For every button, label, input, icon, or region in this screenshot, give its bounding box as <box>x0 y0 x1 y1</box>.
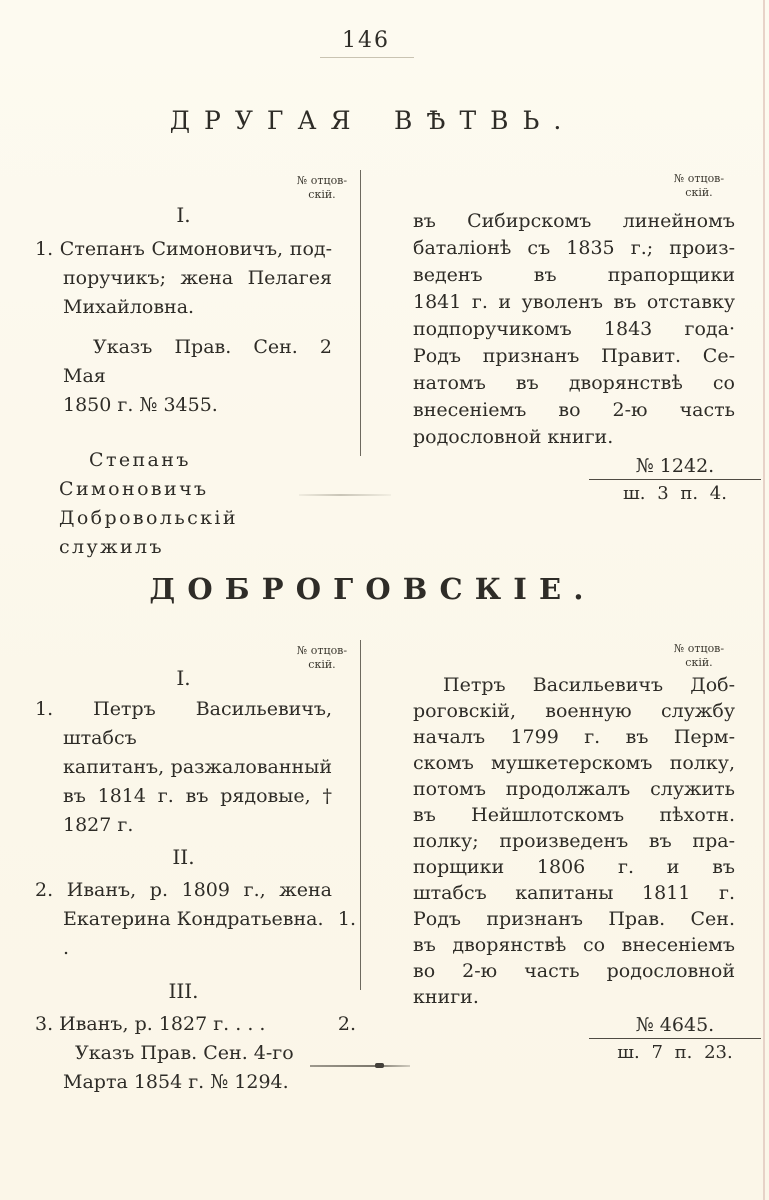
father-number-column-header <box>286 644 358 673</box>
case-shelf-reference: ш. 3 п. 4. <box>623 483 727 504</box>
section2-left-column <box>35 640 361 1093</box>
page-number-rule <box>320 57 414 58</box>
branch-heading: ДРУГАЯ ВѢТВЬ. <box>169 106 576 135</box>
entry-line: капитанъ, разжалованный <box>63 756 332 778</box>
section1-right-column <box>413 170 735 504</box>
entry-line: Степанъ Симоновичъ <box>59 449 209 500</box>
page-edge-line <box>763 0 765 1200</box>
text-line: штабсъ капитаны 1811 г. <box>413 882 735 904</box>
person-entry <box>35 235 332 322</box>
section-divider <box>299 494 391 496</box>
decree-note <box>35 333 332 420</box>
father-number-header-line2: скій. <box>308 188 336 202</box>
entry-line: 1. Степанъ Симоновичъ, под- <box>35 238 332 260</box>
father-number: 1. <box>337 908 356 930</box>
text-line: подпоручикомъ 1843 года· <box>413 318 735 340</box>
text-line: роговскій, военную службу <box>413 700 735 722</box>
generation-numeral: II. <box>172 845 195 869</box>
generation-numeral: III. <box>168 979 199 1003</box>
text-line: полку; произведенъ въ пра- <box>413 830 735 852</box>
biography-text <box>413 170 735 451</box>
father-number-header-line1: № отцов- <box>673 642 725 655</box>
father-number-column-header <box>663 642 735 671</box>
father-number-header-line2: скій. <box>685 186 713 200</box>
end-divider-dot <box>375 1063 384 1068</box>
father-number-column-header <box>286 174 358 203</box>
text-line: баталіонѣ съ 1835 г.; произ- <box>413 237 735 259</box>
father-number-header-line1: № отцов- <box>296 174 348 187</box>
text-line: натомъ въ дворянствѣ со <box>413 372 735 394</box>
text-line: книги. <box>413 986 479 1008</box>
text-line: родословной книги. <box>413 426 614 448</box>
text-line: Петръ Васильевичъ Доб- <box>443 674 735 696</box>
text-line: во 2-ю часть родословной <box>413 960 735 982</box>
case-reference-block <box>589 455 761 504</box>
father-number-header-line2: скій. <box>308 658 336 672</box>
case-shelf-reference: ш. 7 п. 23. <box>617 1042 733 1063</box>
entry-line: Екатерина Кондратьевна. . <box>63 908 324 959</box>
entry-line: 2. Иванъ, р. 1809 г., жена <box>35 879 332 901</box>
section-dobrogovskie <box>0 640 769 1093</box>
father-number-column-header <box>663 172 735 201</box>
entry-line: 3. Иванъ, р. 1827 г. . . . <box>35 1013 266 1035</box>
section1-left-column <box>35 170 361 558</box>
section2-right-column <box>413 640 735 1063</box>
text-line: скомъ мушкетерскомъ полку, <box>413 752 735 774</box>
person-entry <box>35 1010 356 1097</box>
biography-text <box>413 640 735 1010</box>
entry-line: поручикъ; жена Пелагея <box>63 267 332 289</box>
generation-numeral: I. <box>176 203 191 227</box>
text-line: внесеніемъ во 2-ю часть <box>413 399 735 421</box>
generation-numeral: I. <box>176 666 191 690</box>
text-line: потомъ продолжалъ служить <box>413 778 735 800</box>
end-divider <box>310 1065 410 1067</box>
text-line: въ Нейшлотскомъ пѣхотн. <box>413 804 735 826</box>
case-number: № 4645. <box>589 1014 761 1039</box>
text-line: веденъ въ прапорщики <box>413 264 735 286</box>
entry-line: Указъ Прав. Сен. 2 Мая <box>63 336 332 387</box>
entry-line: 1827 г. <box>63 814 134 836</box>
text-line: порщики 1806 г. и въ <box>413 856 735 878</box>
entry-line: 1850 г. № 3455. <box>63 394 218 416</box>
page-number: 146 <box>342 28 390 53</box>
text-line: въ Сибирскомъ линейномъ <box>413 210 735 232</box>
surname-heading: ДОБРОГОВСКІЕ. <box>149 572 596 606</box>
father-number-header-line1: № отцов- <box>296 644 348 657</box>
text-line: Родъ признанъ Прав. Сен. <box>413 908 735 930</box>
case-number: № 1242. <box>589 455 761 480</box>
text-line: въ дворянствѣ со внесеніемъ <box>413 934 735 956</box>
person-entry <box>35 695 332 840</box>
person-entry <box>35 876 356 963</box>
entry-line: Добровольскій служилъ <box>59 507 238 558</box>
section-other-branch <box>0 170 769 558</box>
entry-line: 1. Петръ Васильевичъ, штабсъ <box>35 698 332 749</box>
entry-line: Марта 1854 г. № 1294. <box>63 1071 289 1093</box>
case-reference-block <box>589 1014 761 1063</box>
entry-line: Михайловна. <box>63 296 195 318</box>
text-line: Родъ признанъ Правит. Се- <box>413 345 735 367</box>
text-line: 1841 г. и уволенъ въ отставку <box>413 291 735 313</box>
father-number-header-line1: № отцов- <box>673 172 725 185</box>
service-note <box>35 446 332 562</box>
father-number-header-line2: скій. <box>685 656 713 670</box>
father-number: 2. <box>337 1013 356 1035</box>
entry-line: въ 1814 г. въ рядовые, † <box>63 785 332 807</box>
text-line: началъ 1799 г. въ Перм- <box>413 726 735 748</box>
entry-line: Указъ Прав. Сен. 4-го <box>75 1042 294 1064</box>
